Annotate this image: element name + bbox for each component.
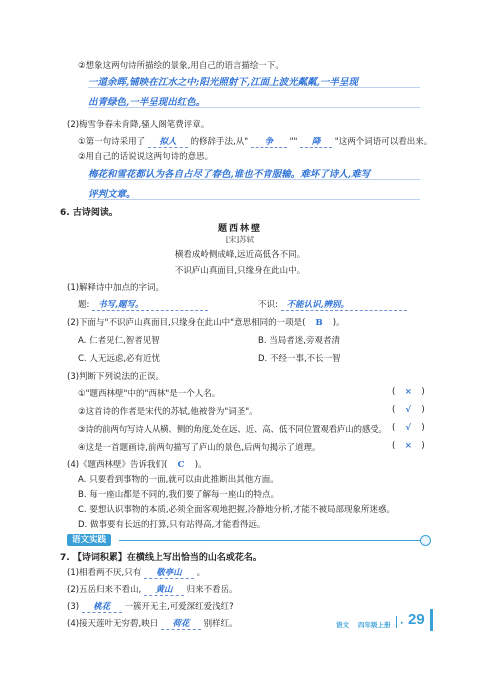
q7-line3: (3) 桃花 一簇开无主,可爱深红爱浅红? (67, 602, 234, 612)
section-tag: 语文实践 (67, 534, 111, 546)
q6-p1: (1)解释诗中加点的字词。 (67, 283, 165, 293)
p2-answer: B (315, 318, 323, 328)
q6-p2: (2)下面与"不识庐山真面目,只缘身在此山中"意思相同的一项是( B )。 (67, 318, 345, 328)
p4-option-a: A. 只要看到事物的一面,就可以由此推断出其他方面。 (78, 475, 279, 485)
q6-heading: 6. 古诗阅读。 (60, 208, 118, 218)
q2b-prompt: (2)梅雪争春未肯降,骚人阁笔费评章。 (67, 120, 210, 130)
section-bar (67, 534, 431, 546)
q7-line1: (1)相看两不厌,只有 敬亭山 。 (67, 568, 206, 578)
q2b-answer-line1: 梅花和雪花都认为各自占尽了春色,谁也不肯服输。难坏了诗人,难写 (88, 169, 371, 180)
judge-3: ③诗的前两句写诗人从横、侧的角度,处在远、近、高、低不同位置观看庐山的感受。 (78, 425, 387, 435)
p4-option-d: D. 做事要有长远的打算,只有站得高,才能看得远。 (78, 520, 266, 530)
option-b: B. 当局者迷,旁观者清 (258, 336, 340, 346)
judge-1: ①"题西林壁"中的"西林"是一个人名。 (78, 389, 221, 399)
footer-subject: 语文 (336, 621, 349, 629)
blank-flower1: 桃花 (82, 600, 122, 613)
blank-rhetoric: 拟人 (148, 135, 188, 148)
q6-p4: (4)《题西林壁》告诉我们( C )。 (67, 460, 207, 470)
blank-word2: 降 (300, 135, 332, 148)
p4-answer: C (177, 460, 185, 470)
footer-arrow-icon: ▸ (401, 620, 404, 626)
judge-2-mark: √ (405, 405, 412, 415)
option-c: C. 人无远虑,必有近忧 (78, 354, 161, 364)
judge-3-paren: ( √ ) (392, 423, 425, 433)
section-rule (119, 540, 421, 541)
q2b-sub2: ②用自己的话说说这两句诗的意思。 (78, 152, 214, 162)
p4-option-c: C. 要想认识事物的本质,必须全面客观地把握,冷静地分析,才能不被局部现象所迷惑。 (78, 505, 395, 515)
blank-mountain2: 黄山 (144, 583, 184, 596)
section-dot-icon (420, 535, 431, 546)
q7-line4: (4)接天莲叶无穷碧,映日 荷花 别样红。 (67, 619, 238, 629)
judge-2: ②这首诗的作者是宋代的苏轼,他被誉为"词圣"。 (78, 407, 258, 417)
poem-title: 题西林壁 (217, 224, 262, 234)
poem-line2: 不识庐山真面目,只缘身在此山中。 (174, 266, 306, 276)
judge-4-mark: × (404, 441, 412, 451)
q7-line2: (2)五岳归来不看山, 黄山 归来不看岳。 (67, 585, 238, 595)
judge-4-paren: ( × ) (392, 441, 425, 451)
footer-divider (396, 616, 397, 628)
q2-sub2-answer-line2: 出青绿色,一半呈现出红色。 (88, 97, 206, 108)
footer-edge-bar (430, 609, 433, 631)
judge-3-mark: √ (405, 423, 412, 433)
q6-p3: (3)判断下列说法的正误。 (67, 372, 165, 382)
judge-4: ④这是一首题画诗,前两句描写了庐山的景色,后两句揭示了道理。 (78, 443, 321, 453)
q2b-sub1: ①第一句诗采用了 拟人 的修辞手法,从" 争 "" 降 "这两个词语可以看出来。 (78, 137, 433, 147)
footer-grade: 四年级上册 (358, 621, 391, 629)
poem-author: [宋]苏轼 (225, 235, 255, 244)
judge-1-paren: ( × ) (392, 387, 425, 397)
option-a: A. 仁者见仁,智者见智 (78, 336, 160, 346)
q6-p1-ti: 题: 书写,题写。 (78, 298, 208, 311)
judge-1-mark: × (404, 387, 412, 397)
blank-ti: 书写,题写。 (92, 298, 208, 311)
p4-option-b: B. 每一座山都是不同的,我们要了解每一座山的特点。 (78, 490, 279, 500)
blank-bushi: 不能认识,辨别。 (281, 298, 407, 311)
page-number: 29 (408, 611, 425, 628)
blank-mountain1: 敬亭山 (144, 566, 194, 579)
q2b-answer-line2: 评判文章。 (88, 189, 136, 200)
blank-flower2: 荷花 (161, 617, 201, 630)
q7-heading: 7. 【诗词积累】在横线上写出恰当的山名或花名。 (60, 553, 262, 563)
answer-line (88, 199, 420, 200)
judge-2-paren: ( √ ) (392, 405, 425, 415)
poem-line1: 横看成岭侧成峰,远近高低各不同。 (174, 250, 306, 260)
blank-word1: 争 (251, 135, 287, 148)
q2-sub2-prompt: ②想象这两句诗所描绘的景象,用自己的语言描绘一下。 (78, 61, 284, 71)
q6-p1-bushi: 不识: 不能认识,辨别。 (258, 298, 407, 311)
option-d: D. 不经一事,不长一智 (258, 354, 341, 364)
q2-sub2-answer-line1: 一道余晖,铺映在江水之中;阳光照射下,江面上波光粼粼,一半呈现 (88, 77, 358, 88)
